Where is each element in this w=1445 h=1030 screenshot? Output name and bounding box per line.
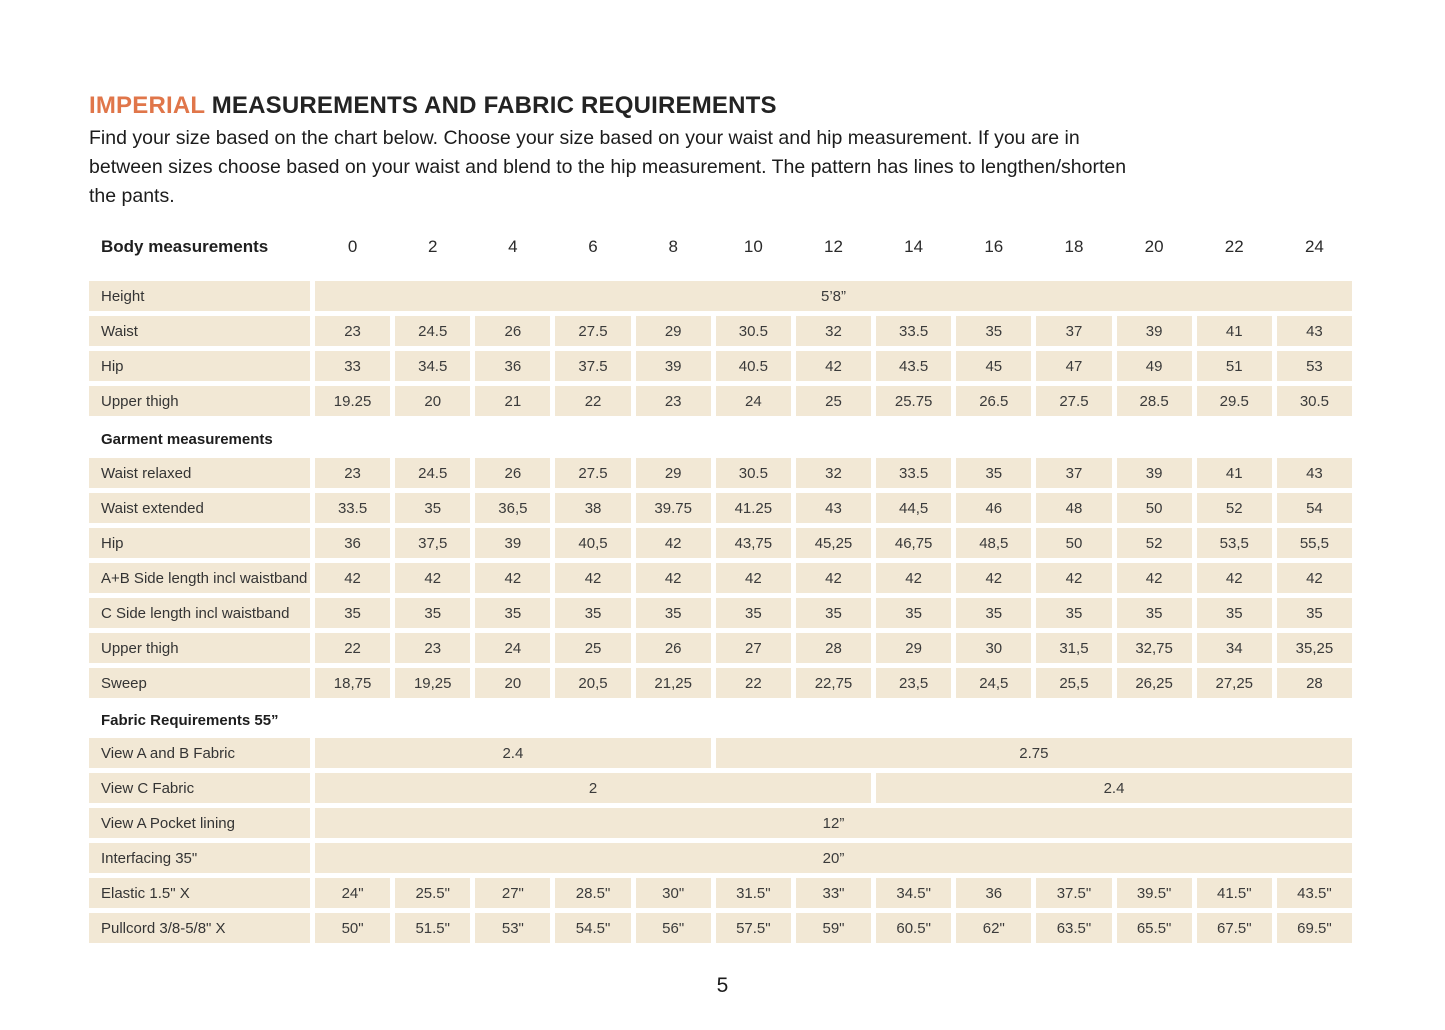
section-header-row	[89, 421, 1352, 458]
value-cell: 26	[475, 458, 550, 488]
value-cell: 44,5	[876, 493, 951, 523]
value-cell: 40.5	[716, 351, 791, 381]
page-title-rest: MEASUREMENTS AND FABRIC REQUIREMENTS	[204, 92, 777, 119]
value-cell: 26.5	[956, 386, 1031, 416]
value-cell: 32	[796, 458, 871, 488]
value-cell: 35	[796, 598, 871, 628]
value-cell: 26	[636, 633, 711, 663]
table-row	[89, 281, 1352, 311]
table-row	[89, 668, 1352, 698]
value-cell: 26	[475, 316, 550, 346]
value-cell: 45,25	[796, 528, 871, 558]
table-row	[89, 386, 1352, 416]
value-cell: 63.5"	[1036, 913, 1111, 943]
value-cell: 19.25	[315, 386, 390, 416]
value-cell: 24	[716, 386, 791, 416]
value-cell: 33"	[796, 878, 871, 908]
value-cell: 49	[1117, 351, 1192, 381]
row-label: Elastic 1.5" X	[89, 878, 310, 908]
value-cell: 57.5"	[716, 913, 791, 943]
value-cell: 25.75	[876, 386, 951, 416]
table-row	[89, 843, 1352, 873]
row-label: View C Fabric	[89, 773, 310, 803]
size-column-header: 0	[347, 236, 358, 256]
value-cell: 43.5"	[1277, 878, 1352, 908]
value-cell: 42	[555, 563, 630, 593]
size-column-header: 6	[588, 236, 598, 256]
value-cell: 42	[796, 351, 871, 381]
value-cell: 42	[1117, 563, 1192, 593]
value-cell: 62"	[956, 913, 1031, 943]
value-cell: 42	[315, 563, 390, 593]
value-cell: 39	[636, 351, 711, 381]
value-cell: 35	[315, 598, 390, 628]
size-column-header: 18	[1064, 236, 1084, 256]
value-cell: 45	[956, 351, 1031, 381]
value-cell: 21	[475, 386, 550, 416]
value-cell: 33.5	[315, 493, 390, 523]
value-cell: 31.5"	[716, 878, 791, 908]
value-cell: 22,75	[796, 668, 871, 698]
value-cell: 35	[636, 598, 711, 628]
table-row	[89, 913, 1352, 943]
value-cell: 35	[956, 316, 1031, 346]
value-cell: 48	[1036, 493, 1111, 523]
measurements-table	[89, 233, 1352, 948]
intro-line: the pants.	[89, 185, 175, 207]
value-cell: 36	[315, 528, 390, 558]
size-column-header: 20	[1144, 236, 1164, 256]
value-cell: 38	[555, 493, 630, 523]
value-cell: 50"	[315, 913, 390, 943]
size-column-header: 10	[743, 236, 763, 256]
value-cell: 27,25	[1197, 668, 1272, 698]
value-cell: 35	[1117, 598, 1192, 628]
row-label: Waist extended	[89, 493, 310, 523]
row-label: C Side length incl waistband	[89, 598, 310, 628]
intro-line: between sizes choose based on your waist and blend to the hip measurement. The pattern has lines to lengthen/shorten	[89, 156, 1127, 178]
value-cell: 20	[475, 668, 550, 698]
value-cell: 20	[395, 386, 470, 416]
value-cell: 26,25	[1117, 668, 1192, 698]
value-cell: 32	[796, 316, 871, 346]
value-cell: 37	[1036, 458, 1111, 488]
page-number: 5	[716, 974, 729, 997]
row-label: Sweep	[89, 668, 310, 698]
table-header-row	[89, 233, 1352, 260]
value-cell: 53"	[475, 913, 550, 943]
table-row	[89, 458, 1352, 488]
row-label: A+B Side length incl waistband	[89, 563, 310, 593]
value-cell: 53	[1277, 351, 1352, 381]
value-cell: 31,5	[1036, 633, 1111, 663]
value-cell: 27	[716, 633, 791, 663]
value-cell: 18,75	[315, 668, 390, 698]
intro-line: Find your size based on the chart below. Choose your size based on your waist and hip measurement. If you are in	[89, 127, 1080, 149]
value-cell: 36	[475, 351, 550, 381]
value-cell: 41	[1197, 458, 1272, 488]
value-cell: 29	[636, 458, 711, 488]
value-cell: 33.5	[876, 458, 951, 488]
value-cell: 50	[1117, 493, 1192, 523]
table-row	[89, 351, 1352, 381]
value-cell: 23	[395, 633, 470, 663]
value-cell: 42	[716, 563, 791, 593]
value-cell: 37.5"	[1036, 878, 1111, 908]
row-label: Upper thigh	[89, 633, 310, 663]
value-cell: 30	[956, 633, 1031, 663]
value-cell: 23	[315, 458, 390, 488]
value-cell: 35	[716, 598, 791, 628]
value-cell: 35	[475, 598, 550, 628]
table-body	[89, 281, 1352, 943]
value-cell: 34.5	[395, 351, 470, 381]
value-cell: 25	[796, 386, 871, 416]
value-cell: 30.5	[1277, 386, 1352, 416]
value-cell: 22	[315, 633, 390, 663]
value-cell: 19,25	[395, 668, 470, 698]
table-row	[89, 633, 1352, 663]
value-cell: 27"	[475, 878, 550, 908]
value-cell: 52	[1117, 528, 1192, 558]
value-cell: 29	[636, 316, 711, 346]
value-cell: 23,5	[876, 668, 951, 698]
value-cell: 29	[876, 633, 951, 663]
value-cell: 43	[796, 493, 871, 523]
value-cell: 35	[956, 598, 1031, 628]
value-cell: 24"	[315, 878, 390, 908]
value-cell: 33.5	[876, 316, 951, 346]
value-cell: 42	[636, 563, 711, 593]
value-cell: 54	[1277, 493, 1352, 523]
value-cell: 25.5"	[395, 878, 470, 908]
size-column-header: 16	[984, 236, 1004, 256]
table-row	[89, 773, 1352, 803]
value-cell: 69.5"	[1277, 913, 1352, 943]
value-cell: 29.5	[1197, 386, 1272, 416]
value-cell: 28.5"	[555, 878, 630, 908]
value-cell: 35	[555, 598, 630, 628]
value-cell: 27.5	[1036, 386, 1111, 416]
value-cell: 35	[395, 493, 470, 523]
value-cell: 30"	[636, 878, 711, 908]
table-header-label: Body measurements	[101, 236, 269, 256]
value-cell: 22	[555, 386, 630, 416]
value-cell: 43	[1277, 316, 1352, 346]
value-cell: 24	[475, 633, 550, 663]
value-cell: 33	[315, 351, 390, 381]
section-header-label: Garment measurements	[101, 431, 273, 448]
value-cell: 24.5	[395, 316, 470, 346]
value-cell: 37.5	[555, 351, 630, 381]
section-header-label: Fabric Requirements 55”	[101, 712, 279, 729]
value-cell: 35	[1277, 598, 1352, 628]
value-cell: 20,5	[555, 668, 630, 698]
size-column-header: 14	[904, 236, 924, 256]
page-title	[89, 92, 777, 120]
row-label: View A and B Fabric	[89, 738, 310, 768]
row-label: Upper thigh	[89, 386, 310, 416]
table-row	[89, 738, 1352, 768]
page-title-highlight: IMPERIAL	[89, 92, 205, 119]
value-cell: 35	[1036, 598, 1111, 628]
value-cell: 42	[1036, 563, 1111, 593]
span-value-cell: 2.75	[716, 738, 1352, 768]
value-cell: 39	[1117, 316, 1192, 346]
value-cell: 42	[1277, 563, 1352, 593]
value-cell: 43,75	[716, 528, 791, 558]
value-cell: 35,25	[1277, 633, 1352, 663]
value-cell: 34.5"	[876, 878, 951, 908]
intro-paragraph	[89, 124, 1369, 211]
value-cell: 56"	[636, 913, 711, 943]
size-column-header: 22	[1224, 236, 1244, 256]
value-cell: 28.5	[1117, 386, 1192, 416]
row-label: Waist	[89, 316, 310, 346]
value-cell: 42	[796, 563, 871, 593]
value-cell: 25,5	[1036, 668, 1111, 698]
value-cell: 39	[1117, 458, 1192, 488]
value-cell: 39.5"	[1117, 878, 1192, 908]
value-cell: 43	[1277, 458, 1352, 488]
value-cell: 47	[1036, 351, 1111, 381]
value-cell: 46	[956, 493, 1031, 523]
value-cell: 54.5"	[555, 913, 630, 943]
row-label: Waist relaxed	[89, 458, 310, 488]
size-column-header: 2	[427, 236, 438, 256]
size-column-header: 24	[1304, 236, 1324, 256]
row-label: Height	[89, 281, 310, 311]
value-cell: 28	[1277, 668, 1352, 698]
value-cell: 27.5	[555, 316, 630, 346]
value-cell: 35	[956, 458, 1031, 488]
span-value-cell: 20”	[315, 843, 1352, 873]
value-cell: 32,75	[1117, 633, 1192, 663]
span-value-cell: 5’8”	[315, 281, 1352, 311]
value-cell: 36	[956, 878, 1031, 908]
value-cell: 22	[716, 668, 791, 698]
value-cell: 28	[796, 633, 871, 663]
value-cell: 35	[876, 598, 951, 628]
value-cell: 36,5	[475, 493, 550, 523]
value-cell: 42	[1197, 563, 1272, 593]
value-cell: 24,5	[956, 668, 1031, 698]
value-cell: 46,75	[876, 528, 951, 558]
table-row	[89, 878, 1352, 908]
value-cell: 52	[1197, 493, 1272, 523]
value-cell: 34	[1197, 633, 1272, 663]
value-cell: 24.5	[395, 458, 470, 488]
value-cell: 53,5	[1197, 528, 1272, 558]
value-cell: 42	[876, 563, 951, 593]
value-cell: 37	[1036, 316, 1111, 346]
value-cell: 39.75	[636, 493, 711, 523]
value-cell: 35	[1197, 598, 1272, 628]
value-cell: 40,5	[555, 528, 630, 558]
value-cell: 30.5	[716, 316, 791, 346]
row-label: Hip	[89, 528, 310, 558]
row-label: Interfacing 35"	[89, 843, 310, 873]
section-header-row	[89, 703, 1352, 738]
value-cell: 65.5"	[1117, 913, 1192, 943]
value-cell: 42	[475, 563, 550, 593]
span-value-cell: 2	[315, 773, 871, 803]
span-value-cell: 12”	[315, 808, 1352, 838]
value-cell: 55,5	[1277, 528, 1352, 558]
value-cell: 35	[395, 598, 470, 628]
value-cell: 41.25	[716, 493, 791, 523]
value-cell: 42	[956, 563, 1031, 593]
value-cell: 42	[395, 563, 470, 593]
value-cell: 41	[1197, 316, 1272, 346]
value-cell: 41.5"	[1197, 878, 1272, 908]
table-row	[89, 598, 1352, 628]
row-label: View A Pocket lining	[89, 808, 310, 838]
value-cell: 42	[636, 528, 711, 558]
value-cell: 48,5	[956, 528, 1031, 558]
span-value-cell: 2.4	[876, 773, 1352, 803]
value-cell: 30.5	[716, 458, 791, 488]
size-column-header: 12	[824, 236, 843, 256]
value-cell: 60.5"	[876, 913, 951, 943]
value-cell: 37,5	[395, 528, 470, 558]
table-row	[89, 808, 1352, 838]
value-cell: 43.5	[876, 351, 951, 381]
value-cell: 27.5	[555, 458, 630, 488]
table-row	[89, 563, 1352, 593]
value-cell: 51	[1197, 351, 1272, 381]
value-cell: 23	[315, 316, 390, 346]
row-label: Pullcord 3/8-5/8" X	[89, 913, 310, 943]
table-row	[89, 493, 1352, 523]
value-cell: 39	[475, 528, 550, 558]
size-column-header: 4	[508, 236, 518, 256]
row-label: Hip	[89, 351, 310, 381]
size-column-header: 8	[668, 236, 678, 256]
value-cell: 25	[555, 633, 630, 663]
value-cell: 51.5"	[395, 913, 470, 943]
span-value-cell: 2.4	[315, 738, 711, 768]
value-cell: 50	[1036, 528, 1111, 558]
value-cell: 59"	[796, 913, 871, 943]
value-cell: 67.5"	[1197, 913, 1272, 943]
table-row	[89, 528, 1352, 558]
table-row	[89, 316, 1352, 346]
value-cell: 23	[636, 386, 711, 416]
value-cell: 21,25	[636, 668, 711, 698]
